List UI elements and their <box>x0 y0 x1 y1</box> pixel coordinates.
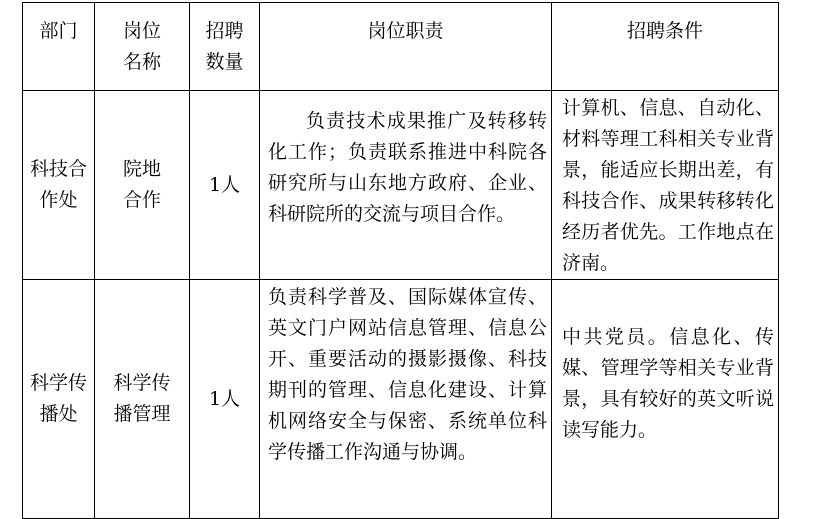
position-line1: 科学传 <box>113 372 171 394</box>
department-line2: 作处 <box>39 189 78 211</box>
cell-requirements: 计算机、信息、自动化、材料等理工科相关专业背景，能适应长期出差，有科技合作、成果转移转化经历者优先。工作地点在济南。 <box>552 91 779 280</box>
table-header-row <box>23 3 779 91</box>
header-position <box>95 3 190 91</box>
header-requirements: 招聘条件 <box>552 3 779 91</box>
header-quantity <box>190 3 260 91</box>
cell-requirements: 中共党员。信息化、传媒、管理学等相关专业背景，具有较好的英文听说读写能力。 <box>552 280 779 519</box>
cell-quantity: 1人 <box>190 280 260 519</box>
recruitment-table <box>22 2 779 519</box>
header-duties: 岗位职责 <box>260 3 552 91</box>
header-position-line1: 岗位 <box>122 20 161 42</box>
cell-duties: 负责科学普及、国际媒体宣传、英文门户网站信息管理、信息公开、重要活动的摄影摄像、科技期刊的管理、信息化建设、计算机网络安全与保密、系统单位科学传播工作沟通与协调。 <box>260 280 552 519</box>
position-line1: 院地 <box>122 158 161 180</box>
header-quantity-line1: 招聘 <box>205 20 244 42</box>
department-line1: 科学传 <box>29 372 87 394</box>
cell-position <box>95 91 190 280</box>
header-position-line2: 名称 <box>122 51 161 73</box>
header-quantity-line2: 数量 <box>205 51 244 73</box>
table-row <box>23 91 779 280</box>
cell-department <box>23 280 95 519</box>
header-department: 部门 <box>23 3 95 91</box>
department-line2: 播处 <box>39 403 78 425</box>
position-line2: 合作 <box>122 189 161 211</box>
table-row <box>23 280 779 519</box>
cell-quantity: 1人 <box>190 91 260 280</box>
cell-department <box>23 91 95 280</box>
cell-position <box>95 280 190 519</box>
position-line2: 播管理 <box>113 403 171 425</box>
department-line1: 科技合 <box>29 158 87 180</box>
recruitment-table-container <box>22 2 779 519</box>
cell-duties: 负责技术成果推广及转移转化工作；负责联系推进中科院各研究所与山东地方政府、企业、科研院所的交流与项目合作。 <box>260 91 552 280</box>
